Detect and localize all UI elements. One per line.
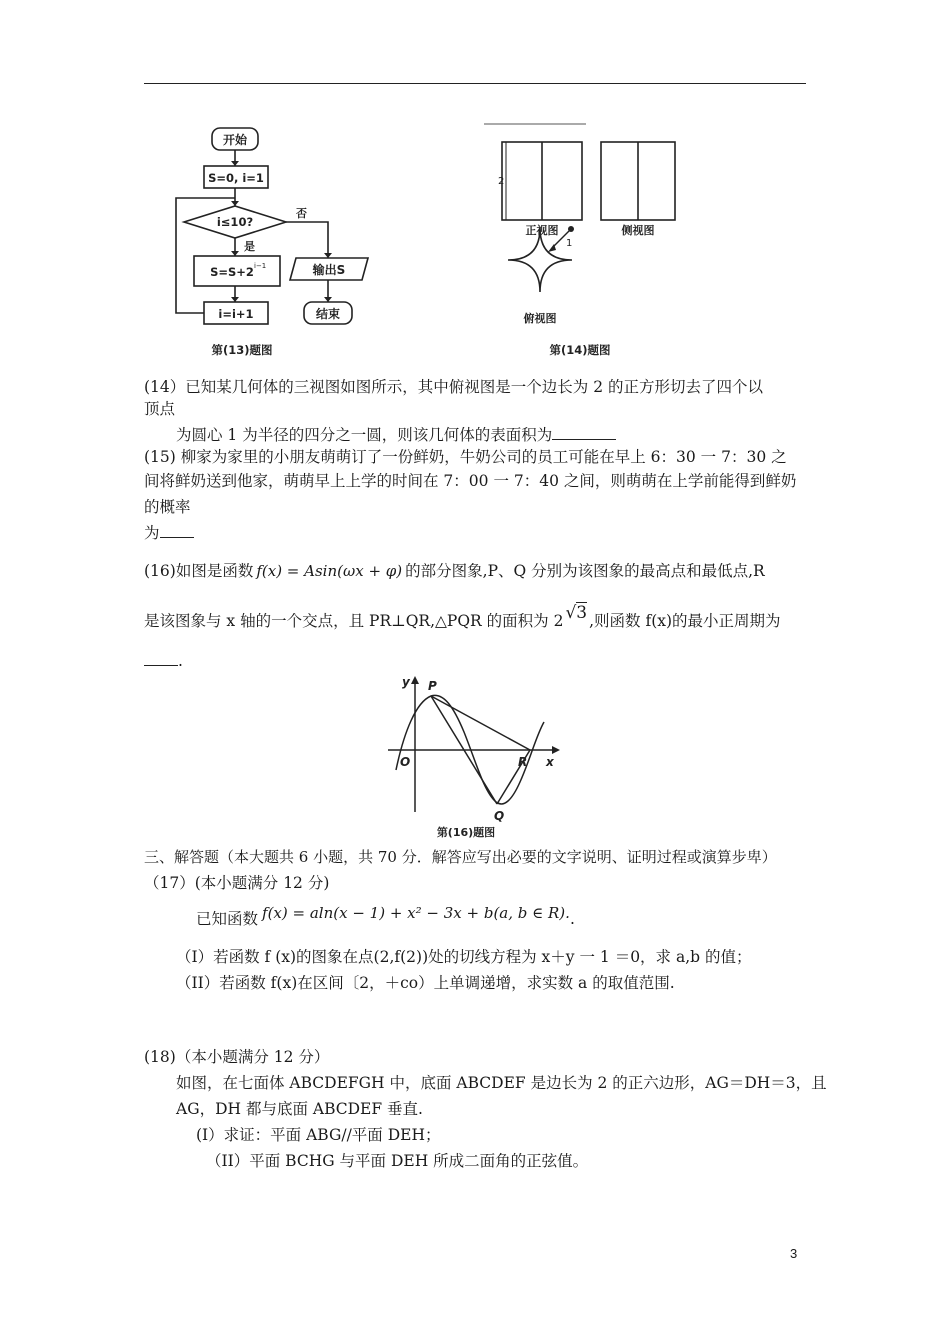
flow-end-label: 结束 [315, 307, 341, 321]
q15-answer-blank [160, 537, 194, 538]
flow-condition-label: i≤10? [216, 215, 254, 229]
flow-output-label: 输出S [312, 263, 346, 277]
q14-line3 [176, 424, 616, 446]
point-p-label: P [428, 679, 437, 693]
header-rule [144, 83, 806, 84]
flowchart-figure-13 [168, 122, 393, 362]
figure-14-caption: 第(14)题图 [549, 343, 611, 357]
flow-no-label: 否 [296, 207, 307, 220]
sine-graph-figure-16 [384, 672, 564, 842]
q17-header: （17）(本小题满分 12 分) [144, 874, 330, 892]
q18-line2: AG，DH 都与底面 ABCDEF 垂直. [176, 1100, 423, 1118]
q16-line2-a: 是该图象与 x 轴的一个交点，且 PR⊥QR,△PQR 的面积为 2 [144, 612, 564, 630]
q16-answer-blank [144, 665, 178, 666]
q16-suffix: 的部分图象,P、Q 分别为该图象的最高点和最低点,R [405, 562, 765, 580]
q17-formula: f(x) = aln(x − 1) + x² − 3x + b(a, b ∈ R). [262, 904, 570, 922]
q17-part2: （II）若函数 f(x)在区间〔2，＋co）上单调递增，求实数 a 的取值范围. [176, 974, 675, 992]
point-q-label: Q [494, 809, 505, 823]
q15-line4 [144, 522, 194, 544]
flow-update-s-exponent: i−1 [254, 262, 267, 270]
q18-part1: (I）求证：平面 ABG//平面 DEH； [196, 1126, 441, 1144]
side-view-label: 侧视图 [621, 224, 655, 237]
q15-line2: 间将鲜奶送到他家，萌萌早上上学的时间在 7：00 一 7：40 之间，则萌萌在上学前能得到鲜奶 [144, 472, 797, 490]
q17-part1: （I）若函数 f (x)的图象在点(2,f(2))处的切线方程为 x＋y 一 1 ＝0，求 a,b 的值； [176, 948, 752, 966]
q18-part2: （II）平面 BCHG 与平面 DEH 所成二面角的正弦值。 [206, 1152, 589, 1170]
q14-line2: 顶点 [144, 400, 176, 418]
front-view-label: 正视图 [525, 224, 559, 237]
flow-init-label: S=0, i=1 [208, 171, 264, 185]
x-axis-label: x [546, 755, 554, 769]
figure-13-caption: 第(13)题图 [211, 343, 273, 357]
q17-intro: 已知函数 [196, 910, 259, 928]
q14-answer-blank [552, 439, 616, 440]
q16-line3-end: . [178, 652, 183, 670]
q15-line3: 的概率 [144, 498, 191, 516]
page-number: 3 [790, 1246, 798, 1261]
flow-yes-label: 是 [244, 240, 255, 253]
q14-line1: (14）已知某几何体的三视图如图所示，其中俯视图是一个边长为 2 的正方形切去了四个以 [144, 378, 763, 396]
q16-prefix: (16)如图是函数 [144, 562, 254, 580]
top-view-label: 俯视图 [523, 312, 557, 325]
origin-label: O [400, 755, 411, 769]
q16-sqrt: √3 [565, 603, 588, 623]
y-axis-label: y [402, 675, 410, 689]
height-label: 2 [498, 176, 505, 187]
q16-line1 [144, 560, 765, 582]
flow-update-s-label: S=S+2 [210, 265, 254, 279]
q16-formula: f(x) = Asin(ωx + φ) [256, 562, 403, 580]
q16-line2-b: ,则函数 f(x)的最小正周期为 [589, 612, 781, 630]
point-r-label: R [518, 755, 528, 769]
q17-trail: . [569, 910, 575, 928]
q18-header: (18)（本小题满分 12 分） [144, 1048, 330, 1066]
q15-line1: (15) 柳家为家里的小朋友萌萌订了一份鲜奶，牛奶公司的员工可能在早上 6：30 一 7：30 之 [144, 448, 787, 466]
flow-update-i-label: i=i+1 [218, 307, 254, 321]
q16-line2 [144, 603, 781, 632]
q17-intro-line [196, 904, 575, 930]
flow-start-label: 开始 [222, 133, 248, 147]
segment-pr [431, 696, 530, 750]
figure-16-caption: 第(16)题图 [436, 826, 496, 839]
q18-line1: 如图，在七面体 ABCDEFGH 中，底面 ABCDEF 是边长为 2 的正六边形，AG＝DH＝3，且 [176, 1074, 827, 1092]
three-views-figure-14 [480, 118, 690, 362]
q16-sqrt-value: 3 [576, 603, 588, 623]
radius-label: 1 [566, 238, 573, 249]
q15-line4-text: 为 [144, 524, 160, 542]
q14-line3-text: 为圆心 1 为半径的四分之一圆，则该几何体的表面积为 [176, 426, 553, 444]
section-3-heading: 三、解答题（本大题共 6 小题，共 70 分．解答应写出必要的文字说明、证明过程或演算步卑） [144, 848, 777, 866]
q16-line3 [144, 650, 183, 672]
